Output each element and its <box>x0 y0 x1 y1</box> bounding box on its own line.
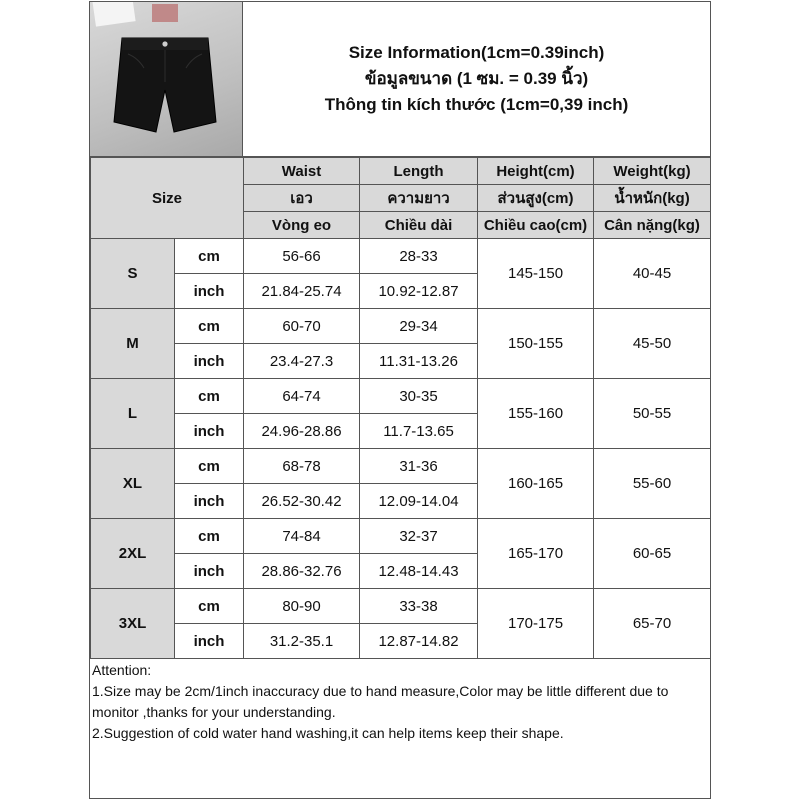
waist-cm: 64-74 <box>244 379 360 414</box>
height-value: 165-170 <box>478 519 594 589</box>
length-inch: 11.7-13.65 <box>360 414 478 449</box>
table-row <box>91 519 711 554</box>
unit-inch: inch <box>175 344 244 379</box>
size-label: S <box>91 239 175 309</box>
unit-cm: cm <box>175 449 244 484</box>
height-value: 155-160 <box>478 379 594 449</box>
unit-inch: inch <box>175 554 244 589</box>
weight-value: 45-50 <box>594 309 711 379</box>
waist-inch: 24.96-28.86 <box>244 414 360 449</box>
weight-value: 50-55 <box>594 379 711 449</box>
length-cm: 32-37 <box>360 519 478 554</box>
length-cm: 31-36 <box>360 449 478 484</box>
size-label: XL <box>91 449 175 519</box>
header-line-thai: ข้อมูลขนาด (1 ซม. = 0.39 นิ้ว) <box>364 69 589 88</box>
length-header-th: ความยาว <box>360 185 478 212</box>
unit-inch: inch <box>175 274 244 309</box>
length-cm: 30-35 <box>360 379 478 414</box>
header-line-vietnamese: Thông tin kích thước (1cm=0,39 inch) <box>324 95 629 114</box>
waist-cm: 80-90 <box>244 589 360 624</box>
size-label: 2XL <box>91 519 175 589</box>
unit-cm: cm <box>175 519 244 554</box>
waist-cm: 74-84 <box>244 519 360 554</box>
height-header-vi: Chiều cao(cm) <box>478 212 594 239</box>
unit-cm: cm <box>175 379 244 414</box>
weight-value: 40-45 <box>594 239 711 309</box>
product-photo <box>90 2 243 157</box>
weight-header-en: Weight(kg) <box>594 158 711 185</box>
height-value: 160-165 <box>478 449 594 519</box>
length-inch: 10.92-12.87 <box>360 274 478 309</box>
length-header-vi: Chiều dài <box>360 212 478 239</box>
waist-inch: 26.52-30.42 <box>244 484 360 519</box>
height-value: 145-150 <box>478 239 594 309</box>
height-header-th: ส่วนสูง(cm) <box>478 185 594 212</box>
waist-header-en: Waist <box>244 158 360 185</box>
waist-header-vi: Vòng eo <box>244 212 360 239</box>
weight-header-vi: Cân nặng(kg) <box>594 212 711 239</box>
weight-value: 55-60 <box>594 449 711 519</box>
unit-inch: inch <box>175 484 244 519</box>
background-object <box>152 4 178 22</box>
waist-inch: 23.4-27.3 <box>244 344 360 379</box>
length-cm: 33-38 <box>360 589 478 624</box>
unit-cm: cm <box>175 309 244 344</box>
height-value: 150-155 <box>478 309 594 379</box>
header-line-english: Size Information(1cm=0.39inch) <box>348 43 605 62</box>
length-cm: 29-34 <box>360 309 478 344</box>
size-info-header <box>243 2 710 157</box>
length-header-en: Length <box>360 158 478 185</box>
table-row <box>91 379 711 414</box>
length-inch: 12.87-14.82 <box>360 624 478 659</box>
waist-header-th: เอว <box>244 185 360 212</box>
size-label: 3XL <box>91 589 175 659</box>
waist-cm: 60-70 <box>244 309 360 344</box>
size-chart <box>89 1 711 799</box>
weight-value: 60-65 <box>594 519 711 589</box>
unit-cm: cm <box>175 239 244 274</box>
waist-inch: 28.86-32.76 <box>244 554 360 589</box>
attention-title: Attention: <box>92 662 152 678</box>
height-value: 170-175 <box>478 589 594 659</box>
length-cm: 28-33 <box>360 239 478 274</box>
waist-cm: 56-66 <box>244 239 360 274</box>
background-paper <box>92 2 135 27</box>
size-column-header: Size <box>91 158 244 239</box>
black-shorts-icon <box>104 32 226 140</box>
attention-note-1: 1.Size may be 2cm/1inch inaccuracy due to hand measure,Color may be little different due to monitor ,thanks for your understanding. <box>92 683 669 720</box>
size-table <box>90 157 711 659</box>
attention-note-2: 2.Suggestion of cold water hand washing,it can help items keep their shape. <box>92 725 564 741</box>
size-label: L <box>91 379 175 449</box>
table-row <box>91 449 711 484</box>
waist-cm: 68-78 <box>244 449 360 484</box>
attention-notes <box>92 660 706 744</box>
length-inch: 12.09-14.04 <box>360 484 478 519</box>
weight-header-th: น้ำหนัก(kg) <box>594 185 711 212</box>
unit-inch: inch <box>175 414 244 449</box>
unit-cm: cm <box>175 589 244 624</box>
table-row <box>91 309 711 344</box>
waist-inch: 21.84-25.74 <box>244 274 360 309</box>
waist-inch: 31.2-35.1 <box>244 624 360 659</box>
height-header-en: Height(cm) <box>478 158 594 185</box>
length-inch: 12.48-14.43 <box>360 554 478 589</box>
weight-value: 65-70 <box>594 589 711 659</box>
length-inch: 11.31-13.26 <box>360 344 478 379</box>
table-row <box>91 589 711 624</box>
size-label: M <box>91 309 175 379</box>
unit-inch: inch <box>175 624 244 659</box>
table-row <box>91 239 711 274</box>
